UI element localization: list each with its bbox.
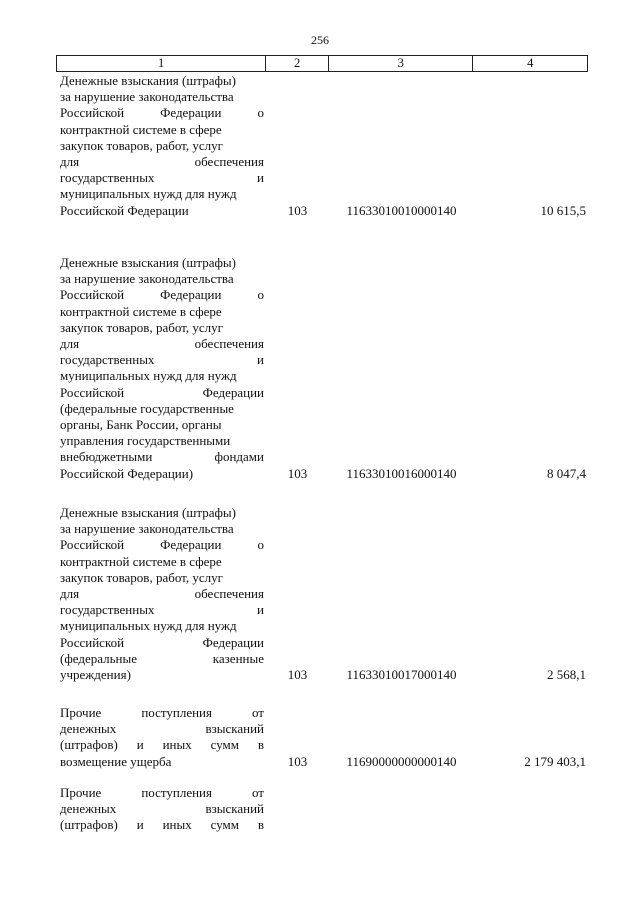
description-line: органы, Банк России, органы (60, 417, 222, 433)
description-line: денежных взысканий (60, 801, 264, 817)
row-description (60, 785, 264, 834)
description-line: государственных и (60, 602, 264, 618)
description-line: закупок товаров, работ, услуг (60, 319, 223, 335)
description-line: муниципальных нужд для нужд (60, 186, 237, 202)
row-description (60, 505, 264, 683)
description-line: Российской Федерации (60, 634, 264, 650)
description-line: для обеспечения (60, 336, 264, 352)
table-header (56, 55, 588, 72)
description-line: Российской Федерации о (60, 287, 264, 303)
amount-value: 2 568,1 (547, 667, 586, 682)
description-line: (штрафов) и иных сумм в (60, 737, 264, 753)
admin-code: 103 (287, 753, 308, 769)
amount-value: 10 615,5 (540, 202, 586, 218)
kbk-code: 11633010010000140 (346, 202, 457, 218)
admin-code: 103 (287, 465, 308, 481)
description-line: (штрафов) и иных сумм в (60, 817, 264, 833)
description-line: управления государственными (60, 433, 231, 449)
description-line: контрактной системе в сфере (60, 121, 222, 137)
page-number: 256 (311, 33, 329, 47)
description-line: за нарушение законодательства (60, 521, 234, 537)
amount-value: 8 047,4 (547, 465, 586, 481)
amount-value: 2 179 403,1 (524, 753, 586, 769)
description-line: Российской Федерации (60, 202, 189, 218)
description-line: Денежные взыскания (штрафы) (60, 73, 236, 88)
description-line: за нарушение законодательства (60, 89, 234, 105)
row-description (60, 255, 264, 482)
description-line: для обеспечения (60, 154, 264, 170)
kbk-code: 11690000000000140 (346, 753, 457, 769)
description-line: Прочие поступления от (60, 705, 264, 720)
description-line: учреждения) (60, 667, 131, 683)
description-line: внебюджетными фондами (60, 449, 264, 465)
description-line: Российской Федерации (60, 384, 264, 400)
description-line: контрактной системе в сфере (60, 303, 222, 319)
admin-code: 103 (287, 667, 308, 682)
header-col-3: 3 (329, 56, 473, 71)
kbk-code: 11633010017000140 (346, 667, 457, 682)
admin-code: 103 (287, 202, 308, 218)
description-line: денежных взысканий (60, 721, 264, 737)
description-line: Прочие поступления от (60, 785, 264, 800)
row-description (60, 73, 264, 219)
header-col-4: 4 (527, 56, 534, 70)
description-line: Российской Федерации) (60, 465, 194, 481)
header-col-2: 2 (266, 56, 329, 71)
description-line: за нарушение законодательства (60, 271, 234, 287)
description-line: (федеральные казенные (60, 650, 264, 666)
description-line: Российской Федерации о (60, 537, 264, 553)
description-line: возмещение ущерба (60, 753, 172, 769)
description-line: Денежные взыскания (штрафы) (60, 255, 236, 270)
description-line: (федеральные государственные (60, 400, 234, 416)
description-line: государственных и (60, 352, 264, 368)
description-line: закупок товаров, работ, услуг (60, 569, 223, 585)
description-line: Денежные взыскания (штрафы) (60, 505, 236, 520)
row-description (60, 705, 264, 770)
header-col-1: 1 (57, 56, 266, 71)
description-line: Российской Федерации о (60, 105, 264, 121)
kbk-code: 11633010016000140 (346, 465, 457, 481)
description-line: государственных и (60, 170, 264, 186)
description-line: муниципальных нужд для нужд (60, 618, 237, 634)
description-line: муниципальных нужд для нужд (60, 368, 237, 384)
description-line: контрактной системе в сфере (60, 553, 222, 569)
description-line: закупок товаров, работ, услуг (60, 137, 223, 153)
description-line: для обеспечения (60, 586, 264, 602)
